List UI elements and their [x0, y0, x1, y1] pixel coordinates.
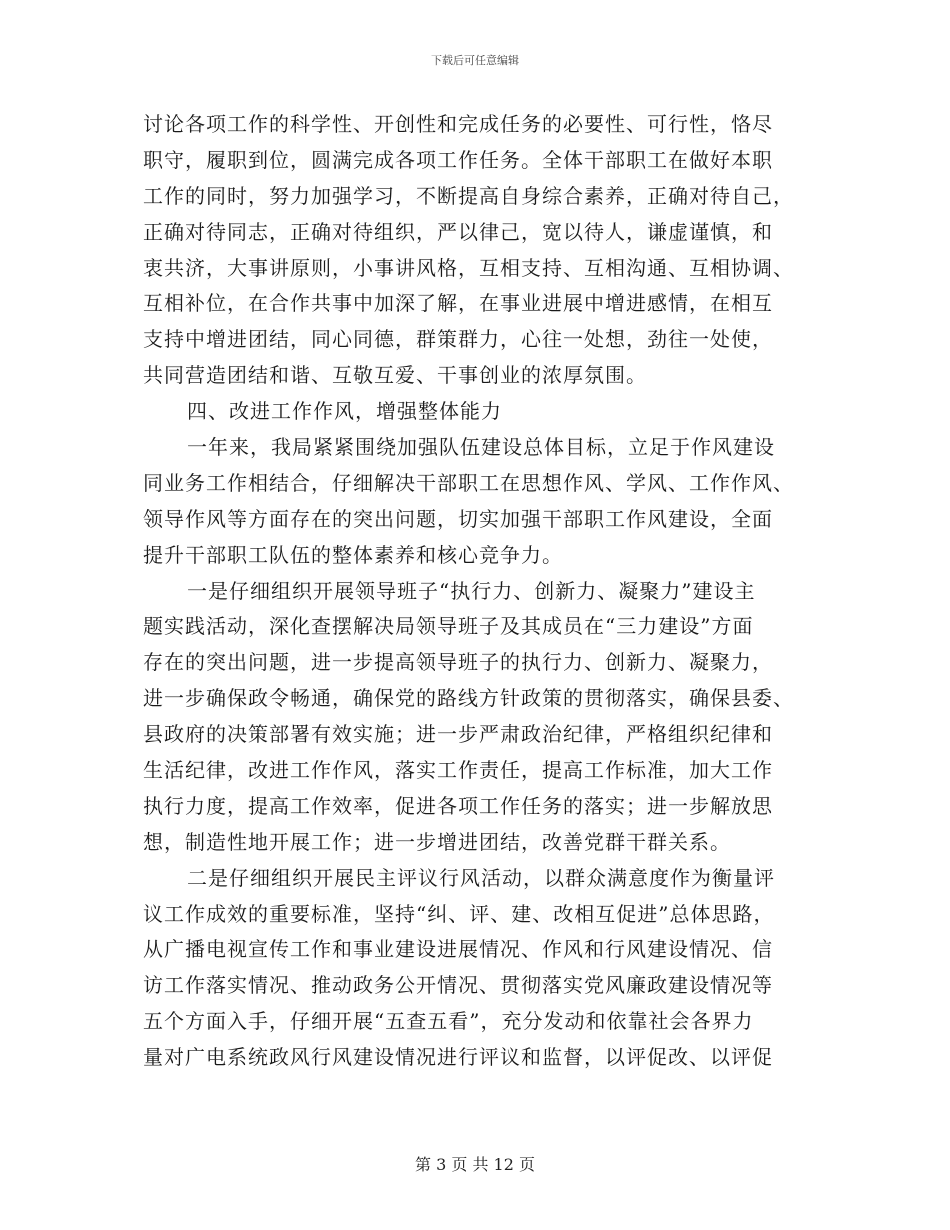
text-line: 领导作风等方面存在的突出问题，切实加强干部职工作风建设，全面 [143, 506, 773, 531]
text-line: 进一步确保政令畅通，确保党的路线方针政策的贯彻落实，确保县委、 [143, 686, 794, 711]
text-line: 想，制造性地开展工作；进一步增进团结，改善党群干群关系。 [143, 829, 731, 854]
text-line: 量对广电系统政风行风建设情况进行评议和监督，以评促改、以评促 [143, 1045, 773, 1070]
text-line: 题实践活动，深化查摆解决局领导班子及其成员在“三力建设”方面 [143, 614, 754, 639]
text-line: 存在的突出问题，进一步提高领导班子的执行力、创新力、凝聚力， [143, 650, 773, 675]
text-line: 生活纪律，改进工作作风，落实工作责任，提高工作标准，加大工作 [143, 758, 773, 783]
text-line: 一年来，我局紧紧围绕加强队伍建设总体目标，立足于作风建设 [187, 435, 775, 460]
text-line: 从广播电视宣传工作和事业建设进展情况、作风和行风建设情况、信 [143, 937, 773, 962]
text-line: 县政府的决策部署有效实施；进一步严肃政治纪律，严格组织纪律和 [143, 722, 773, 747]
text-line: 支持中增进团结，同心同德，群策群力，心往一处想，劲往一处使， [143, 327, 773, 352]
text-line: 五个方面入手，仔细开展“五查五看”，充分发动和依靠社会各界力 [143, 1009, 754, 1034]
text-line: 提升干部职工队伍的整体素养和核心竞争力。 [143, 542, 563, 567]
text-line: 议工作成效的重要标准，坚持“纠、评、建、改相互促进”总体思路， [143, 901, 775, 926]
text-line: 正确对待同志，正确对待组织，严以律己，宽以待人，谦虚谨慎，和 [143, 219, 773, 244]
page-header: 下载后可任意编辑 [431, 54, 519, 67]
text-line: 互相补位，在合作共事中加深了解，在事业进展中增进感情，在相互 [143, 291, 773, 316]
text-line: 讨论各项工作的科学性、开创性和完成任务的必要性、可行性，恪尽 [143, 112, 773, 136]
text-line: 同业务工作相结合，仔细解决干部职工在思想作风、学风、工作作风、 [143, 470, 794, 495]
text-line: 二是仔细组织开展民主评议行风活动，以群众满意度作为衡量评 [187, 865, 775, 890]
text-line: 共同营造团结和谐、互敬互爱、干事创业的浓厚氛围。 [143, 363, 647, 388]
text-line: 一是仔细组织开展领导班子“执行力、创新力、凝聚力”建设主 [187, 578, 756, 603]
text-line: 衷共济，大事讲原则，小事讲风格，互相支持、互相沟通、互相协调、 [143, 255, 794, 280]
document-body [143, 107, 803, 1076]
text-line: 职守，履职到位，圆满完成各项工作任务。全体干部职工在做好本职 [143, 147, 773, 172]
text-line: 访工作落实情况、推动政务公开情况、贯彻落实党风廉政建设情况等 [143, 973, 773, 998]
section-heading: 四、改进工作作风，增强整体能力 [187, 399, 502, 424]
text-line: 执行力度，提高工作效率，促进各项工作任务的落实；进一步解放思 [143, 793, 773, 818]
text-line: 工作的同时，努力加强学习，不断提高自身综合素养，正确对待自己， [143, 183, 794, 208]
page-footer: 第 3 页 共 12 页 [415, 1155, 535, 1174]
